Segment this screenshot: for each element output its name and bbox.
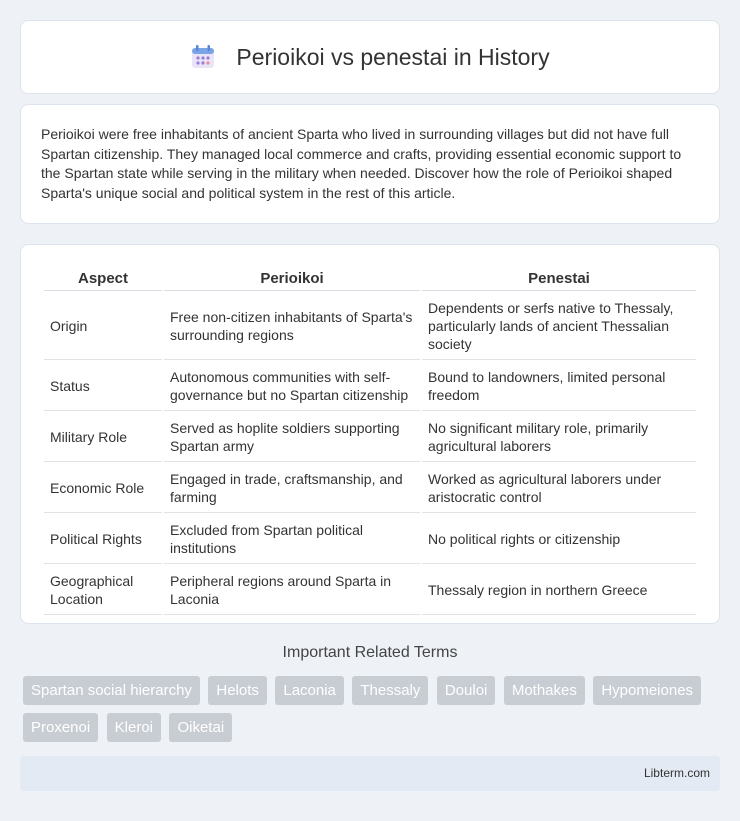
tag-kleroi[interactable]: Kleroi <box>107 713 161 742</box>
cell-perioikoi: Autonomous communities with self-governance but no Spartan citizenship <box>164 362 420 411</box>
cell-perioikoi: Excluded from Spartan political institutions <box>164 515 420 564</box>
cell-penestai: No political rights or citizenship <box>422 515 696 564</box>
cell-perioikoi: Peripheral regions around Sparta in Laconia <box>164 566 420 615</box>
table-row <box>44 413 696 462</box>
cell-aspect: Origin <box>44 293 162 360</box>
cell-aspect: Political Rights <box>44 515 162 564</box>
cell-penestai: Thessaly region in northern Greece <box>422 566 696 615</box>
table-row <box>44 464 696 513</box>
header-penestai: Penestai <box>422 267 696 291</box>
table-row <box>44 362 696 411</box>
tag-oiketai[interactable]: Oiketai <box>169 713 232 742</box>
comparison-table-card <box>20 244 720 624</box>
tag-mothakes[interactable]: Mothakes <box>504 676 585 705</box>
table-header-row <box>44 267 696 291</box>
table-row <box>44 293 696 360</box>
related-tags <box>23 676 723 750</box>
tag-proxenoi[interactable]: Proxenoi <box>23 713 98 742</box>
calendar-icon <box>190 44 216 70</box>
comparison-table <box>42 265 698 617</box>
tag-hypomeiones[interactable]: Hypomeiones <box>593 676 701 705</box>
cell-aspect: Geographical Location <box>44 566 162 615</box>
tag-thessaly[interactable]: Thessaly <box>352 676 428 705</box>
cell-penestai: Worked as agricultural laborers under aristocratic control <box>422 464 696 513</box>
cell-aspect: Status <box>44 362 162 411</box>
header-card <box>20 20 720 94</box>
page-title: Perioikoi vs penestai in History <box>236 43 550 70</box>
cell-penestai: Bound to landowners, limited personal freedom <box>422 362 696 411</box>
tag-helots[interactable]: Helots <box>208 676 267 705</box>
table-row <box>44 566 696 615</box>
tag-laconia[interactable]: Laconia <box>275 676 344 705</box>
cell-aspect: Economic Role <box>44 464 162 513</box>
cell-aspect: Military Role <box>44 413 162 462</box>
cell-perioikoi: Engaged in trade, craftsmanship, and farming <box>164 464 420 513</box>
tag-spartan-social-hierarchy[interactable]: Spartan social hierarchy <box>23 676 200 705</box>
cell-perioikoi: Free non-citizen inhabitants of Sparta's surrounding regions <box>164 293 420 360</box>
footer <box>20 756 720 791</box>
header-aspect: Aspect <box>44 267 162 291</box>
header-perioikoi: Perioikoi <box>164 267 420 291</box>
cell-penestai: Dependents or serfs native to Thessaly, particularly lands of ancient Thessalian society <box>422 293 696 360</box>
cell-penestai: No significant military role, primarily agricultural laborers <box>422 413 696 462</box>
intro-text: Perioikoi were free inhabitants of ancient Sparta who lived in surrounding villages but did not have full Spartan citizenship. They managed local commerce and crafts, providing essential economic support to the Spartan state while serving in the military when needed. Discover how the role of Perioikoi shaped Sparta's unique social and political system in the rest of this article. <box>41 126 682 201</box>
tag-douloi[interactable]: Douloi <box>437 676 496 705</box>
footer-link[interactable]: Libterm.com <box>643 766 710 780</box>
table-row <box>44 515 696 564</box>
related-terms-title: Important Related Terms <box>282 644 458 661</box>
intro-card <box>20 104 720 224</box>
cell-perioikoi: Served as hoplite soldiers supporting Spartan army <box>164 413 420 462</box>
